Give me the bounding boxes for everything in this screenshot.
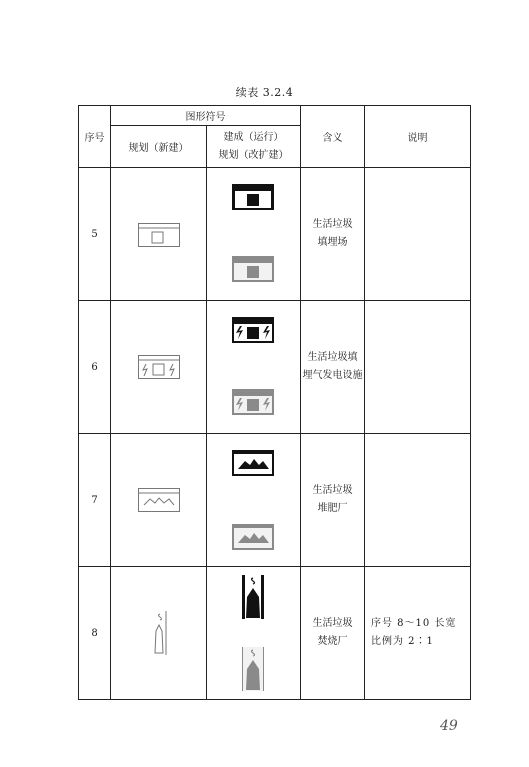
table-row [79,301,471,434]
row-meaning [301,434,365,567]
row-meaning [301,301,365,434]
header-built-line1: 建成（运行） [223,131,284,143]
landfill-icon [138,223,180,247]
meaning-line: 生活垃圾 [312,485,353,496]
incineration-icon [242,647,264,691]
header-symbol-group: 图形符号 [111,106,301,126]
row-note [365,301,471,434]
row-seq: 8 [79,567,111,700]
meaning-line: 生活垃圾 [312,618,353,629]
header-note: 说明 [365,106,471,168]
landfill-icon [232,256,274,282]
header-meaning: 含义 [301,106,365,168]
meaning-line: 焚烧厂 [317,636,348,647]
table-row [79,567,471,700]
row-seq: 7 [79,434,111,567]
incineration-icon [242,575,264,619]
row-seq: 5 [79,168,111,301]
meaning-line: 生活垃圾 [312,219,353,230]
header-built-line2: 规划（改扩建） [218,149,289,161]
page-number: 49 [440,718,458,734]
built-symbol-cell [207,434,301,567]
built-symbol-cell [207,567,301,700]
planned-symbol-cell [111,168,207,301]
composting-icon [232,524,274,550]
header-planned: 规划（新建） [111,126,207,168]
landfill-icon [232,184,274,210]
row-seq: 6 [79,301,111,434]
row-meaning [301,168,365,301]
header-built [207,126,301,168]
meaning-line: 填埋场 [317,237,348,248]
table-row [79,434,471,567]
composting-icon [138,488,180,512]
landfill-gas-power-icon [232,317,274,343]
row-meaning [301,567,365,700]
incineration-icon [151,611,167,655]
meaning-line: 堆肥厂 [317,503,348,514]
table-row [79,168,471,301]
symbol-table [78,105,471,700]
meaning-line: 埋气发电设施 [302,370,363,381]
planned-symbol-cell [111,567,207,700]
landfill-gas-power-icon [232,389,274,415]
table-caption: 续表 3.2.4 [235,86,294,99]
row-note [365,434,471,567]
meaning-line: 生活垃圾填 [307,352,358,363]
composting-icon [232,450,274,476]
row-note: 序号 8～10 长宽比例为 2∶1 [365,567,471,700]
row-note [365,168,471,301]
built-symbol-cell [207,301,301,434]
planned-symbol-cell [111,301,207,434]
header-seq: 序号 [79,106,111,168]
planned-symbol-cell [111,434,207,567]
landfill-gas-power-icon [138,355,180,379]
built-symbol-cell [207,168,301,301]
